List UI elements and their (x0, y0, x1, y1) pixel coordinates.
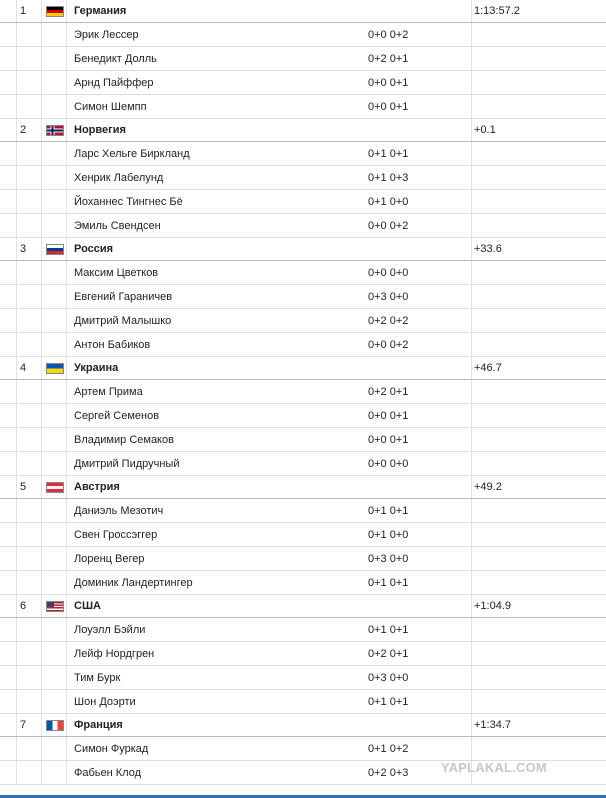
team-row (0, 476, 606, 499)
column-divider (471, 357, 472, 379)
column-divider (16, 23, 17, 46)
column-divider (16, 476, 17, 498)
team-rank: 2 (20, 124, 27, 136)
athlete-name: Лоренц Вегер (74, 553, 145, 565)
athlete-name: Симон Шемпп (74, 101, 147, 113)
column-divider (41, 333, 42, 356)
column-divider (66, 404, 67, 427)
team-country: Украина (74, 362, 119, 374)
team-rank: 3 (20, 243, 27, 255)
usa-flag-icon (46, 601, 64, 612)
column-divider (41, 666, 42, 689)
team-country: США (74, 600, 101, 612)
column-divider (471, 333, 472, 356)
column-divider (16, 595, 17, 617)
column-divider (471, 595, 472, 617)
column-divider (471, 95, 472, 118)
column-divider (16, 309, 17, 332)
athlete-name: Фабьен Клод (74, 767, 142, 779)
column-divider (41, 737, 42, 760)
athlete-shooting: 0+1 0+1 (368, 577, 409, 589)
column-divider (471, 690, 472, 713)
column-divider (66, 666, 67, 689)
team-rank: 6 (20, 600, 27, 612)
team-time: +1:04.9 (474, 600, 512, 612)
column-divider (16, 452, 17, 475)
athlete-row (0, 142, 606, 166)
athlete-name: Тим Бурк (74, 672, 121, 684)
column-divider (41, 71, 42, 94)
column-divider (66, 452, 67, 475)
column-divider (41, 309, 42, 332)
column-divider (16, 95, 17, 118)
column-divider (471, 47, 472, 70)
column-divider (471, 404, 472, 427)
athlete-name: Доминик Ландертингер (74, 577, 193, 589)
athlete-name: Даниэль Мезотич (74, 505, 164, 517)
team-row (0, 357, 606, 380)
team-time: +1:34.7 (474, 719, 512, 731)
athlete-shooting: 0+2 0+1 (368, 386, 409, 398)
athlete-shooting: 0+2 0+1 (368, 648, 409, 660)
athlete-shooting: 0+0 0+1 (368, 410, 409, 422)
athlete-row (0, 333, 606, 357)
column-divider (16, 666, 17, 689)
column-divider (16, 642, 17, 665)
athlete-row (0, 499, 606, 523)
norway-flag-icon (46, 125, 64, 136)
team-rank: 7 (20, 719, 27, 731)
column-divider (41, 119, 42, 141)
column-divider (471, 142, 472, 165)
column-divider (471, 0, 472, 22)
column-divider (66, 333, 67, 356)
column-divider (471, 476, 472, 498)
column-divider (16, 357, 17, 379)
column-divider (41, 214, 42, 237)
column-divider (66, 238, 67, 260)
athlete-shooting: 0+1 0+3 (368, 172, 409, 184)
column-divider (41, 380, 42, 403)
column-divider (66, 737, 67, 760)
team-row (0, 238, 606, 261)
athlete-row (0, 642, 606, 666)
athlete-row (0, 428, 606, 452)
athlete-row (0, 214, 606, 238)
column-divider (41, 47, 42, 70)
athlete-shooting: 0+1 0+1 (368, 505, 409, 517)
team-row (0, 595, 606, 618)
athlete-row (0, 523, 606, 547)
column-divider (471, 23, 472, 46)
athlete-name: Эмиль Свендсен (74, 220, 161, 232)
column-divider (66, 642, 67, 665)
column-divider (41, 23, 42, 46)
column-divider (66, 166, 67, 189)
column-divider (66, 523, 67, 546)
column-divider (471, 190, 472, 213)
russia-flag-icon (46, 244, 64, 255)
column-divider (16, 214, 17, 237)
column-divider (66, 285, 67, 308)
athlete-row (0, 571, 606, 595)
column-divider (471, 166, 472, 189)
column-divider (66, 309, 67, 332)
column-divider (471, 380, 472, 403)
athlete-row (0, 261, 606, 285)
column-divider (471, 214, 472, 237)
athlete-row (0, 737, 606, 761)
column-divider (66, 71, 67, 94)
column-divider (16, 238, 17, 260)
team-time: +46.7 (474, 362, 502, 374)
column-divider (471, 571, 472, 594)
athlete-shooting: 0+0 0+2 (368, 339, 409, 351)
athlete-name: Лоуэлл Бэйли (74, 624, 146, 636)
column-divider (41, 0, 42, 22)
athlete-row (0, 95, 606, 119)
athlete-name: Йоханнес Тингнес Бё (74, 196, 183, 208)
column-divider (41, 571, 42, 594)
athlete-name: Артем Прима (74, 386, 143, 398)
athlete-name: Арнд Пайффер (74, 77, 154, 89)
team-rank: 1 (20, 5, 27, 17)
watermark: YAPLAKAL.COM (441, 760, 547, 775)
athlete-row (0, 452, 606, 476)
athlete-row (0, 190, 606, 214)
athlete-shooting: 0+1 0+1 (368, 148, 409, 160)
team-rank: 4 (20, 362, 27, 374)
column-divider (66, 690, 67, 713)
column-divider (16, 547, 17, 570)
athlete-name: Евгений Гараничев (74, 291, 173, 303)
column-divider (41, 690, 42, 713)
athlete-shooting: 0+3 0+0 (368, 291, 409, 303)
athlete-shooting: 0+0 0+1 (368, 77, 409, 89)
athlete-shooting: 0+1 0+0 (368, 196, 409, 208)
column-divider (16, 190, 17, 213)
column-divider (66, 142, 67, 165)
column-divider (41, 714, 42, 736)
column-divider (41, 642, 42, 665)
column-divider (471, 238, 472, 260)
athlete-row (0, 547, 606, 571)
column-divider (16, 499, 17, 522)
column-divider (471, 452, 472, 475)
column-divider (41, 547, 42, 570)
column-divider (471, 71, 472, 94)
athlete-shooting: 0+2 0+2 (368, 315, 409, 327)
column-divider (66, 23, 67, 46)
athlete-name: Сергей Семенов (74, 410, 160, 422)
column-divider (66, 47, 67, 70)
france-flag-icon (46, 720, 64, 731)
column-divider (471, 499, 472, 522)
athlete-row (0, 285, 606, 309)
column-divider (16, 261, 17, 284)
athlete-shooting: 0+1 0+1 (368, 624, 409, 636)
column-divider (66, 428, 67, 451)
column-divider (16, 166, 17, 189)
team-country: Германия (74, 5, 127, 17)
athlete-row (0, 47, 606, 71)
athlete-shooting: 0+0 0+0 (368, 458, 409, 470)
athlete-name: Эрик Лессер (74, 29, 139, 41)
athlete-row (0, 618, 606, 642)
athlete-name: Бенедикт Долль (74, 53, 157, 65)
column-divider (66, 595, 67, 617)
column-divider (16, 428, 17, 451)
column-divider (41, 142, 42, 165)
column-divider (66, 0, 67, 22)
column-divider (41, 618, 42, 641)
athlete-row (0, 309, 606, 333)
athlete-shooting: 0+1 0+0 (368, 529, 409, 541)
column-divider (41, 761, 42, 784)
team-rank: 5 (20, 481, 27, 493)
team-country: Норвегия (74, 124, 126, 136)
austria-flag-icon (46, 482, 64, 493)
column-divider (41, 95, 42, 118)
germany-flag-icon (46, 6, 64, 17)
column-divider (471, 285, 472, 308)
team-time: +0.1 (474, 124, 496, 136)
athlete-name: Лейф Нордгрен (74, 648, 155, 660)
column-divider (16, 71, 17, 94)
athlete-name: Дмитрий Пидручный (74, 458, 180, 470)
column-divider (66, 547, 67, 570)
column-divider (471, 119, 472, 141)
column-divider (66, 95, 67, 118)
athlete-shooting: 0+0 0+1 (368, 434, 409, 446)
column-divider (16, 285, 17, 308)
ukraine-flag-icon (46, 363, 64, 374)
team-row (0, 0, 606, 23)
athlete-row (0, 666, 606, 690)
team-row (0, 714, 606, 737)
athlete-shooting: 0+3 0+0 (368, 553, 409, 565)
column-divider (471, 523, 472, 546)
column-divider (66, 261, 67, 284)
column-divider (16, 761, 17, 784)
column-divider (66, 357, 67, 379)
column-divider (16, 380, 17, 403)
column-divider (41, 404, 42, 427)
team-row (0, 119, 606, 142)
athlete-name: Владимир Семаков (74, 434, 174, 446)
column-divider (471, 309, 472, 332)
athlete-row (0, 690, 606, 714)
column-divider (41, 428, 42, 451)
column-divider (16, 618, 17, 641)
column-divider (16, 571, 17, 594)
athlete-shooting: 0+1 0+2 (368, 743, 409, 755)
column-divider (471, 428, 472, 451)
athlete-shooting: 0+3 0+0 (368, 672, 409, 684)
column-divider (66, 380, 67, 403)
column-divider (41, 452, 42, 475)
column-divider (41, 523, 42, 546)
column-divider (471, 666, 472, 689)
column-divider (41, 285, 42, 308)
athlete-name: Ларс Хельге Биркланд (74, 148, 190, 160)
athlete-shooting: 0+0 0+1 (368, 101, 409, 113)
athlete-shooting: 0+0 0+2 (368, 220, 409, 232)
column-divider (66, 214, 67, 237)
athlete-shooting: 0+2 0+3 (368, 767, 409, 779)
column-divider (471, 737, 472, 760)
athlete-shooting: 0+1 0+1 (368, 696, 409, 708)
column-divider (41, 261, 42, 284)
column-divider (16, 737, 17, 760)
column-divider (66, 571, 67, 594)
athlete-shooting: 0+0 0+2 (368, 29, 409, 41)
column-divider (16, 404, 17, 427)
team-country: Австрия (74, 481, 120, 493)
column-divider (471, 261, 472, 284)
column-divider (66, 190, 67, 213)
column-divider (471, 547, 472, 570)
column-divider (471, 714, 472, 736)
column-divider (66, 714, 67, 736)
athlete-row (0, 71, 606, 95)
column-divider (16, 47, 17, 70)
team-country: Россия (74, 243, 114, 255)
column-divider (41, 357, 42, 379)
column-divider (41, 499, 42, 522)
column-divider (16, 0, 17, 22)
athlete-row (0, 23, 606, 47)
athlete-name: Свен Гроссэггер (74, 529, 158, 541)
team-time: +33.6 (474, 243, 502, 255)
column-divider (41, 595, 42, 617)
column-divider (41, 166, 42, 189)
column-divider (16, 333, 17, 356)
athlete-name: Симон Фуркад (74, 743, 149, 755)
column-divider (16, 523, 17, 546)
column-divider (16, 119, 17, 141)
column-divider (16, 714, 17, 736)
athlete-name: Максим Цветков (74, 267, 159, 279)
athlete-name: Шон Доэрти (74, 696, 136, 708)
column-divider (41, 190, 42, 213)
athlete-shooting: 0+2 0+1 (368, 53, 409, 65)
column-divider (66, 119, 67, 141)
athlete-row (0, 404, 606, 428)
column-divider (41, 476, 42, 498)
column-divider (66, 618, 67, 641)
column-divider (66, 499, 67, 522)
athlete-name: Антон Бабиков (74, 339, 151, 351)
athlete-row (0, 380, 606, 404)
column-divider (16, 690, 17, 713)
team-time: 1:13:57.2 (474, 5, 520, 17)
column-divider (471, 642, 472, 665)
column-divider (471, 618, 472, 641)
column-divider (41, 238, 42, 260)
athlete-shooting: 0+0 0+0 (368, 267, 409, 279)
column-divider (16, 142, 17, 165)
column-divider (66, 761, 67, 784)
team-time: +49.2 (474, 481, 502, 493)
column-divider (66, 476, 67, 498)
athlete-name: Дмитрий Малышко (74, 315, 172, 327)
athlete-name: Хенрик Лабелунд (74, 172, 164, 184)
team-country: Франция (74, 719, 123, 731)
athlete-row (0, 166, 606, 190)
